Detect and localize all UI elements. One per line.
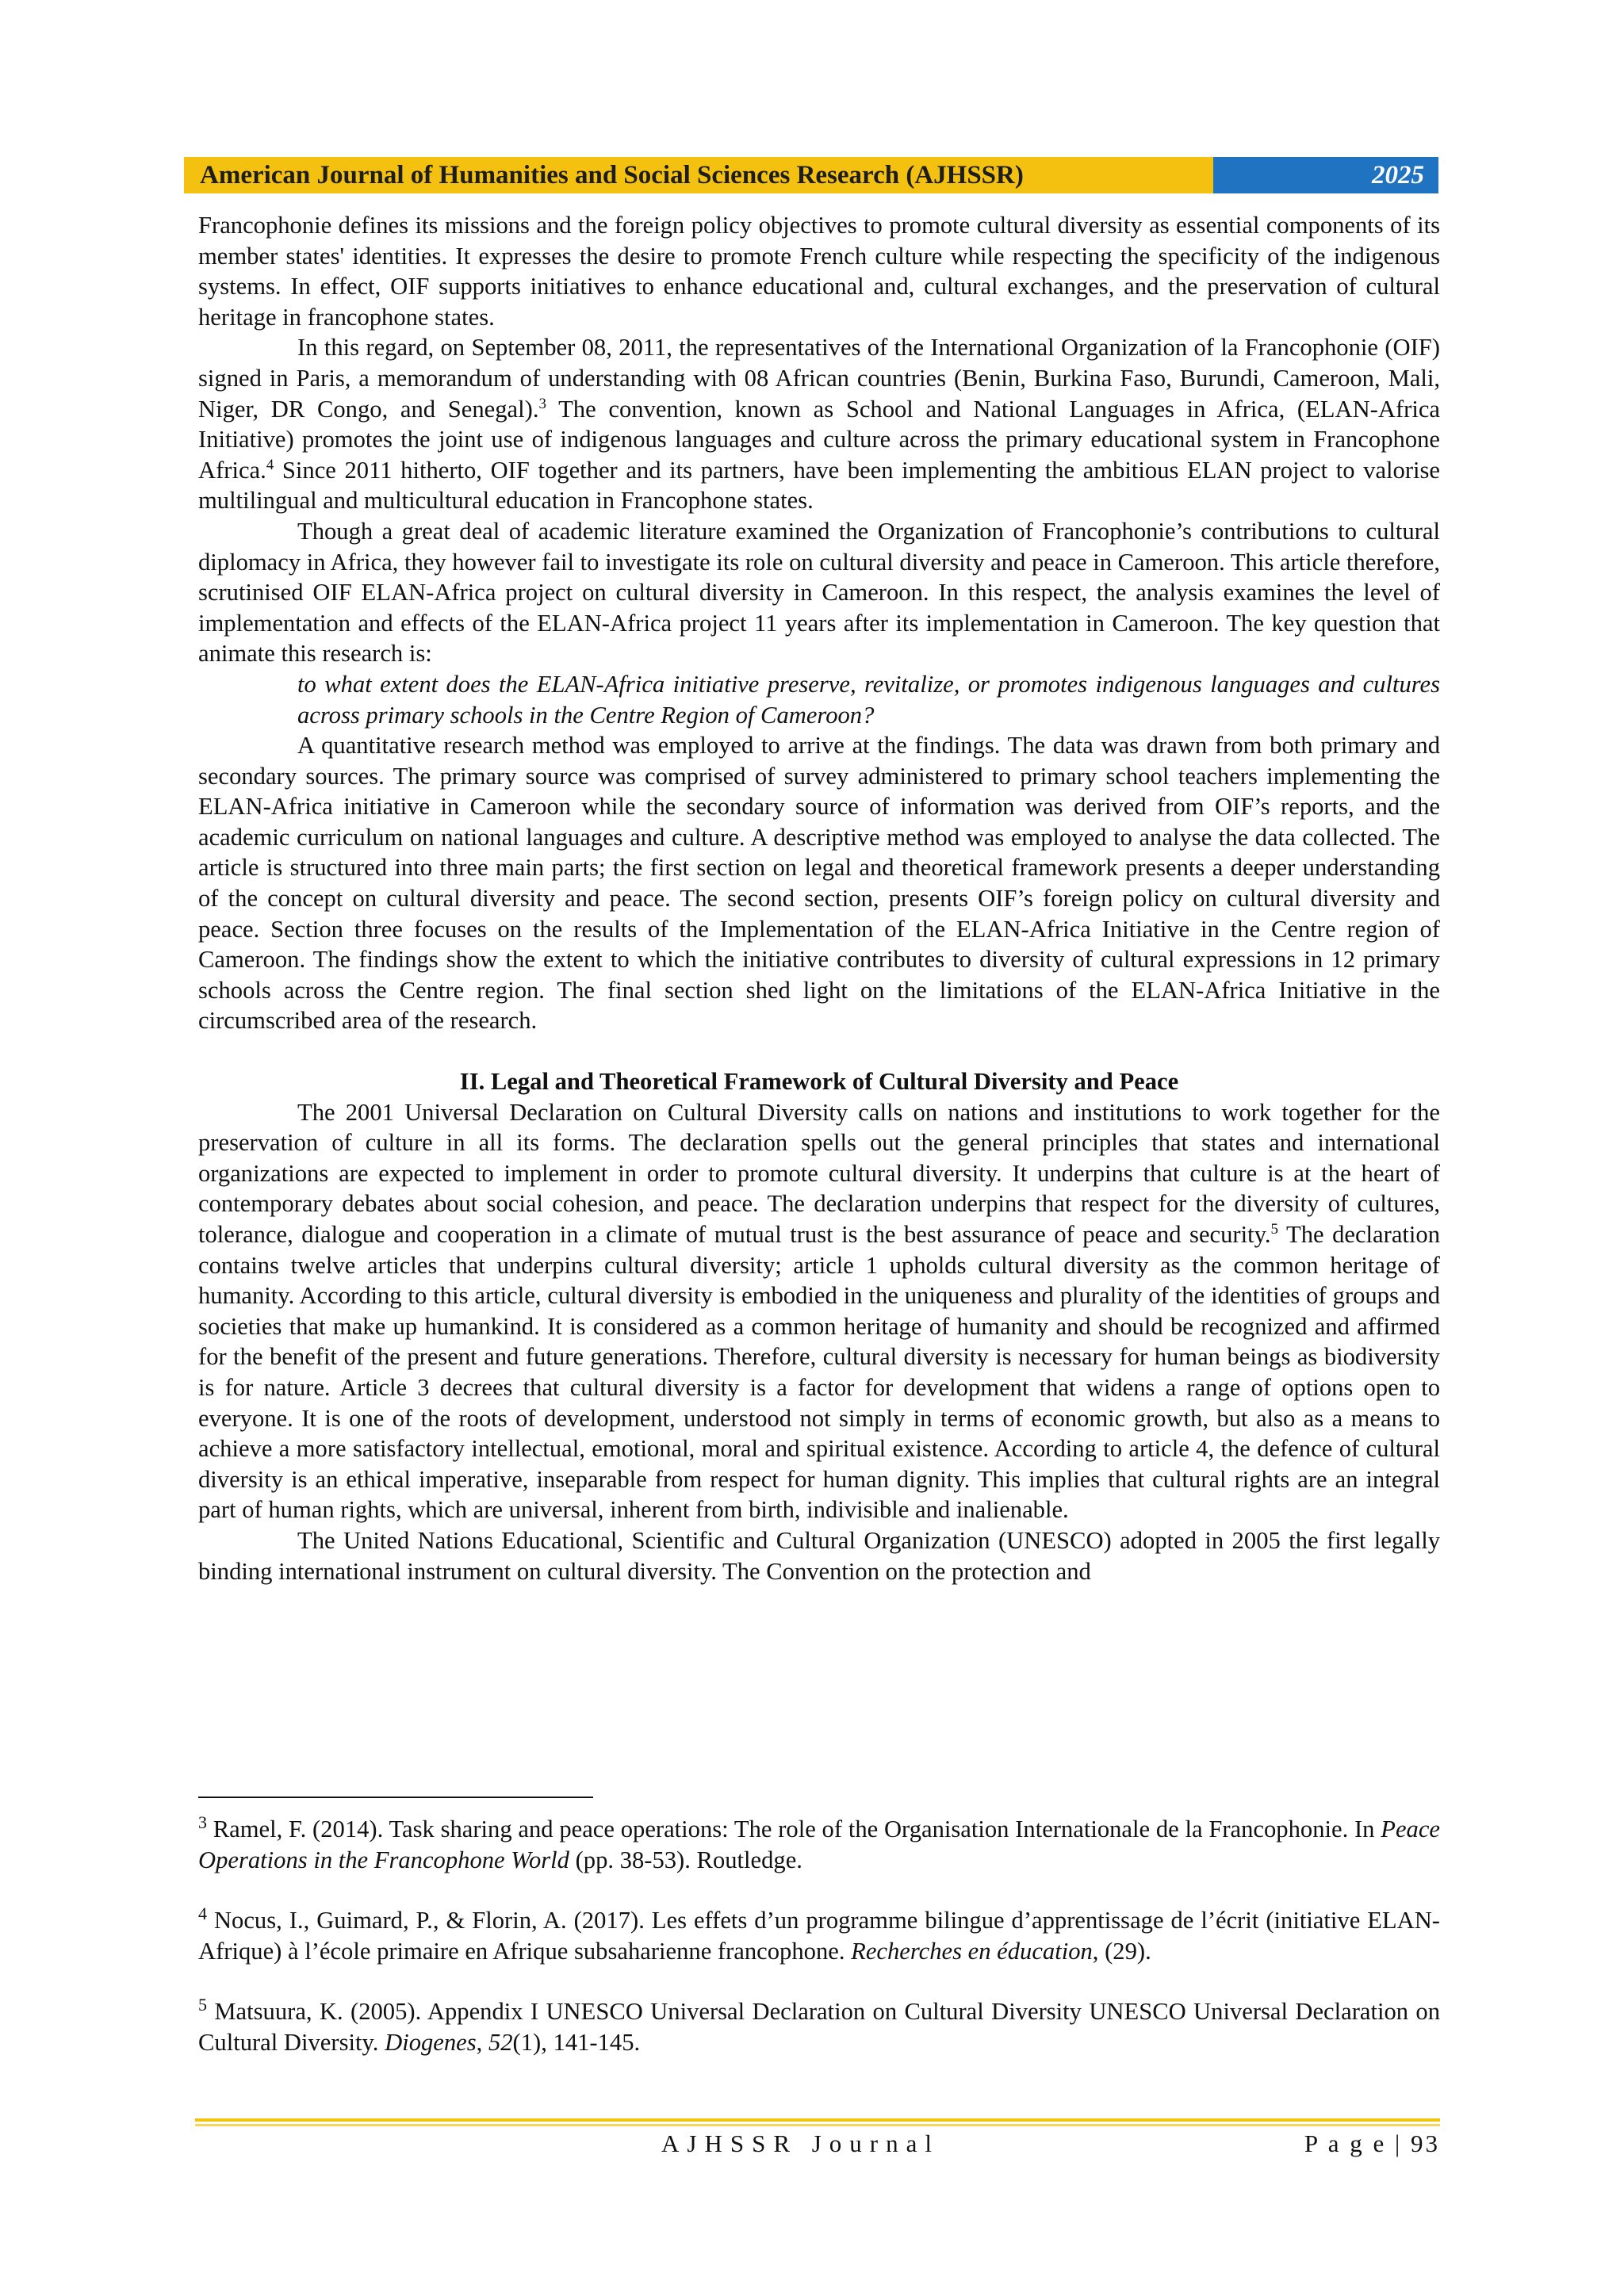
footnotes (198, 1814, 1440, 2088)
footer-divider (195, 2118, 1440, 2122)
footnote-divider (198, 1797, 593, 1798)
footer-journal: AJHSSR Journal (661, 2130, 940, 2157)
journal-title: American Journal of Humanities and Social Sciences Research (AJHSSR) (184, 157, 1213, 193)
paragraph-4: A quantitative research method was employed to arrive at the findings. The data was drawn from both primary and secondary sources. The primary source was comprised of survey administered to primary school teachers implementing the ELAN-Africa initiative in Cameroon while the secondary source of information was derived from OIF’s reports, and the academic curriculum on national languages and culture. A descriptive method was employed to analyse the data collected. The article is structured into three main parts; the first section on legal and theoretical framework presents a deeper understanding of the concept on cultural diversity and peace. The second section, presents OIF’s foreign policy on cultural diversity and peace. Section three focuses on the results of the Implementation of the ELAN-Africa Initiative in the Centre region of Cameroon. The findings show the extent to which the initiative contributes to diversity of cultural expressions in 12 primary schools across the Centre region. The final section shed light on the limitations of the ELAN-Africa Initiative in the circumscribed area of the research. (198, 732, 1440, 1035)
footer-divider-secondary (195, 2124, 1440, 2126)
footnote-4: $^4$ Nocus, I., Guimard, P., & Florin, A. (2017). Les effets d’un programme bilingue d’apprentissage de l’écrit (initiative ELAN-Afrique) à l’école primaire en Afrique subsaharienne francophone. Recherches en éducation, (29). (198, 1904, 1440, 1965)
footnote-ref-5[interactable]: 5 (1270, 1220, 1279, 1238)
paragraph-5: The 2001 Universal Declaration on Cultural Diversity calls on nations and institutions to work together for the preservation of culture in all its forms. The declaration spells out the general principles that states and international organizations are expected to implement in order to promote cultural diversity. It underpins that culture is at the heart of contemporary debates about social cohesion, and peace. The declaration underpins that respect for the diversity of cultures, tolerance, dialogue and cooperation in a climate of mutual trust is the best assurance of peace and security.$^5$ The declaration contains twelve articles that underpins cultural diversity; article 1 upholds cultural diversity as the common heritage of humanity. According to this article, cultural diversity is embodied in the uniqueness and plurality of the identities of groups and societies that make up humankind. It is considered as a common heritage of humanity and should be recognized and affirmed for the benefit of the present and future generations. Therefore, cultural diversity is necessary for human beings as biodiversity is for nature. Article 3 decrees that cultural diversity is a factor for development that widens a range of options open to everyone. It is one of the roots of development, understood not simply in terms of economic growth, but also as a means to achieve a more satisfactory intellectual, emotional, moral and spiritual existence. According to article 4, the defence of cultural diversity is an ethical imperative, inseparable from respect for human dignity. This implies that cultural rights are an integral part of human rights, which are universal, inherent from birth, indivisible and inalienable. (198, 1098, 1440, 1524)
research-question: to what extent does the ELAN-Africa initiative preserve, revitalize, or promotes indigenous languages and cultures across primary schools in the Centre Region of Cameroon? (297, 670, 1440, 729)
footnote-5: $^5$ Matsuura, K. (2005). Appendix I UNESCO Universal Declaration on Cultural Diversity UNESCO Universal Declaration on Cultural Diversity. Diogenes, 52(1), 141-145. (198, 1995, 1440, 2056)
journal-year: 2025 (1213, 157, 1438, 193)
page-number: P a g e | 93 (1304, 2130, 1440, 2157)
journal-header (184, 157, 1438, 193)
paragraph-1: Francophonie defines its missions and the foreign policy objectives to promote cultural diversity as essential components of its member states' identities. It expresses the desire to promote French culture while respecting the specificity of the indigenous systems. In effect, OIF supports initiatives to enhance educational and, cultural exchanges, and the preservation of cultural heritage in francophone states. (198, 212, 1440, 331)
section-heading: II. Legal and Theoretical Framework of Cultural Diversity and Peace (459, 1068, 1179, 1096)
paragraph-6: The United Nations Educational, Scientific and Cultural Organization (UNESCO) adopted in 2005 the first legally binding international instrument on cultural diversity. The Convention on the protection and (198, 1526, 1440, 1585)
article-body (198, 210, 1440, 1586)
paragraph-2: In this regard, on September 08, 2011, the representatives of the International Organization of la Francophonie (OIF) signed in Paris, a memorandum of understanding with 08 African countries (Benin, Burkina Faso, Burundi, Cameroon, Mali, Niger, DR Congo, and Senegal).$^3$ The convention, known as School and National Languages in Africa, (ELAN-Africa Initiative) promotes the joint use of indigenous languages and culture across the primary educational system in Francophone Africa.$^4$ Since 2011 hitherto, OIF together and its partners, have been implementing the ambitious ELAN project to valorise multilingual and multicultural education in Francophone states. (198, 334, 1440, 515)
footnote-3: $^3$ Ramel, F. (2014). Task sharing and peace operations: The role of the Organisation Internationale de la Francophonie. In Peace Operations in the Francophone World (pp. 38-53). Routledge. (198, 1812, 1440, 1873)
paragraph-3: Though a great deal of academic literature examined the Organization of Francophonie’s contributions to cultural diplomacy in Africa, they however fail to investigate its role on cultural diversity and peace in Cameroon. This article therefore, scrutinised OIF ELAN-Africa project on cultural diversity in Cameroon. In this respect, the analysis examines the level of implementation and effects of the ELAN-Africa project 11 years after its implementation in Cameroon. The key question that animate this research is: (198, 517, 1440, 668)
footnote-ref-3[interactable]: 3 (538, 395, 546, 412)
footnote-ref-4[interactable]: 4 (266, 456, 274, 473)
